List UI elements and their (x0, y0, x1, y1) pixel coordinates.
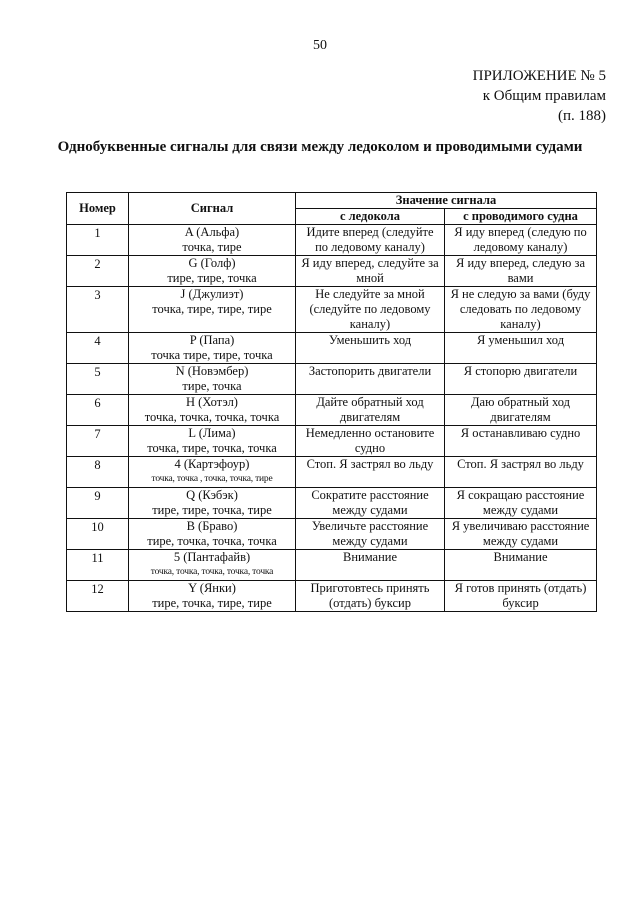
signal-name: 4 (Картэфоур) (174, 457, 250, 471)
signal-cell (129, 581, 296, 612)
row-number: 10 (67, 519, 129, 550)
meaning-from-icebreaker: Сократите расстояние между судами (296, 488, 445, 519)
signal-name: H (Хотэл) (186, 395, 238, 409)
row-number: 11 (67, 550, 129, 581)
signal-name: G (Голф) (188, 256, 236, 270)
signal-morse: точка, точка, точка, точка, точка (150, 567, 274, 577)
meaning-from-escorted-vessel: Я останавливаю судно (445, 426, 597, 457)
signal-morse: тире, точка (182, 379, 242, 393)
row-number: 1 (67, 225, 129, 256)
row-number: 3 (67, 287, 129, 333)
meaning-from-escorted-vessel: Я стопорю двигатели (445, 364, 597, 395)
signal-cell (129, 395, 296, 426)
meaning-from-icebreaker: Внимание (296, 550, 445, 581)
signal-cell (129, 488, 296, 519)
signal-name: B (Браво) (186, 519, 238, 533)
table-row (67, 225, 597, 256)
signal-cell (129, 256, 296, 287)
signal-name: Y (Янки) (188, 581, 236, 595)
appendix-line-1: ПРИЛОЖЕНИЕ № 5 (472, 68, 606, 84)
signal-morse: тире, точка, точка, точка (147, 534, 277, 548)
signal-cell (129, 287, 296, 333)
meaning-from-icebreaker: Увеличьте расстояние между судами (296, 519, 445, 550)
signal-name: 5 (Пантафайв) (173, 550, 251, 564)
signal-cell (129, 333, 296, 364)
meaning-from-icebreaker: Стоп. Я застрял во льду (296, 457, 445, 488)
signal-cell (129, 364, 296, 395)
signal-morse: точка, тире (182, 240, 242, 254)
meaning-from-icebreaker: Идите вперед (следуйте по ледовому каналу) (296, 225, 445, 256)
table-body (67, 225, 597, 612)
meaning-from-icebreaker: Уменьшить ход (296, 333, 445, 364)
meaning-from-escorted-vessel: Стоп. Я застрял во льду (445, 457, 597, 488)
appendix-header (473, 66, 606, 126)
signal-cell (129, 457, 296, 488)
meaning-from-escorted-vessel: Я не следую за вами (буду следовать по ледовому каналу) (445, 287, 597, 333)
table-row (67, 395, 597, 426)
row-number: 4 (67, 333, 129, 364)
meaning-from-icebreaker: Застопорить двигатели (296, 364, 445, 395)
signals-table (66, 192, 597, 612)
signal-morse: тире, точка, тире, тире (152, 596, 272, 610)
signal-morse: точка, точка, точка, точка (144, 410, 280, 424)
table-row (67, 550, 597, 581)
appendix-line-3: (п. 188) (557, 108, 606, 124)
signal-morse: тире, тире, точка, тире (152, 503, 272, 517)
signal-cell (129, 225, 296, 256)
document-title: Однобуквенные сигналы для связи между ледоколом и проводимыми судами (57, 139, 583, 155)
appendix-line-2: к Общим правилам (482, 88, 606, 104)
signal-morse: точка, тире, точка, точка (147, 441, 277, 455)
meaning-from-escorted-vessel: Я иду вперед (следую по ледовому каналу) (445, 225, 597, 256)
signal-name: N (Новэмбер) (175, 364, 249, 378)
signal-morse: точка, тире, тире, тире (152, 302, 272, 316)
meaning-from-icebreaker: Не следуйте за мной (следуйте по ледовому каналу) (296, 287, 445, 333)
signal-morse: точка, точка , точка, точка, тире (151, 474, 273, 484)
signal-cell (129, 519, 296, 550)
table-header-row (67, 193, 597, 209)
header-signal: Сигнал (129, 193, 296, 225)
table-row (67, 364, 597, 395)
meaning-from-escorted-vessel: Я готов принять (отдать) буксир (445, 581, 597, 612)
table-row (67, 333, 597, 364)
signal-cell (129, 426, 296, 457)
meaning-from-icebreaker: Немедленно остановите судно (296, 426, 445, 457)
row-number: 12 (67, 581, 129, 612)
signal-name: A (Альфа) (184, 225, 240, 239)
header-number: Номер (67, 193, 129, 225)
row-number: 8 (67, 457, 129, 488)
row-number: 7 (67, 426, 129, 457)
table-row (67, 426, 597, 457)
meaning-from-escorted-vessel: Я иду вперед, следую за вами (445, 256, 597, 287)
meaning-from-escorted-vessel: Внимание (445, 550, 597, 581)
page-number: 50 (313, 38, 327, 53)
header-from-escorted-vessel: с проводимого судна (445, 209, 597, 225)
table-row (67, 287, 597, 333)
row-number: 5 (67, 364, 129, 395)
table-row (67, 488, 597, 519)
signal-name: P (Папа) (189, 333, 235, 347)
table-row (67, 457, 597, 488)
row-number: 2 (67, 256, 129, 287)
table-row (67, 519, 597, 550)
header-from-icebreaker: с ледокола (296, 209, 445, 225)
table-row (67, 256, 597, 287)
meaning-from-escorted-vessel: Я уменьшил ход (445, 333, 597, 364)
row-number: 6 (67, 395, 129, 426)
signal-morse: точка тире, тире, точка (151, 348, 273, 362)
row-number: 9 (67, 488, 129, 519)
meaning-from-escorted-vessel: Даю обратный ход двигателям (445, 395, 597, 426)
meaning-from-icebreaker: Дайте обратный ход двигателям (296, 395, 445, 426)
header-meaning: Значение сигнала (296, 193, 597, 209)
signal-name: J (Джулиэт) (180, 287, 244, 301)
signal-name: Q (Кэбэк) (186, 488, 238, 502)
meaning-from-escorted-vessel: Я увеличиваю расстояние между судами (445, 519, 597, 550)
table-row (67, 581, 597, 612)
meaning-from-icebreaker: Приготовтесь принять (отдать) буксир (296, 581, 445, 612)
signal-morse: тире, тире, точка (167, 271, 257, 285)
signal-cell (129, 550, 296, 581)
meaning-from-escorted-vessel: Я сокращаю расстояние между судами (445, 488, 597, 519)
meaning-from-icebreaker: Я иду вперед, следуйте за мной (296, 256, 445, 287)
signal-name: L (Лима) (188, 426, 236, 440)
